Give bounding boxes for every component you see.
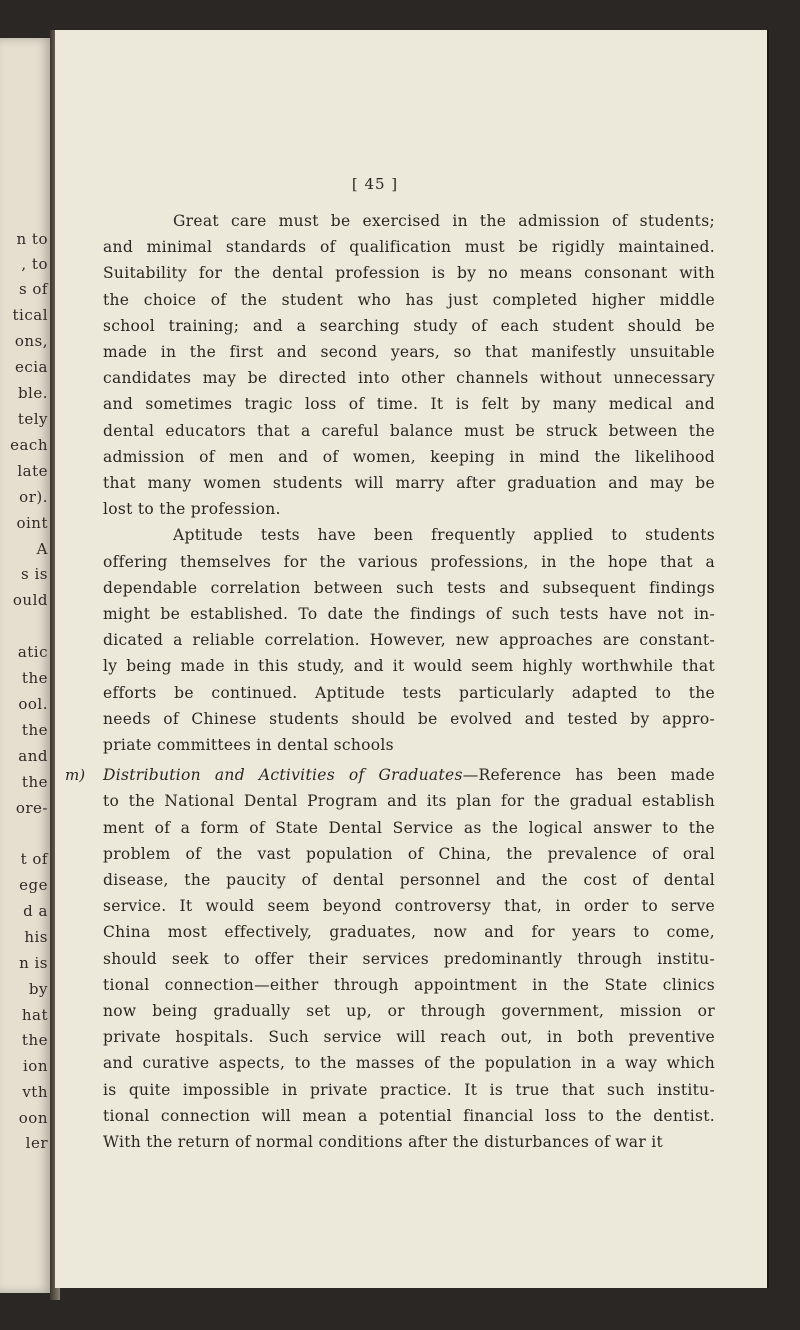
- paragraph-line: dependable correlation between such tests and subsequent findings: [103, 578, 715, 597]
- facing-page-fragment: tely: [17, 410, 48, 428]
- paragraph-line: Great care must be exercised in the admission of students;: [173, 212, 715, 230]
- paragraph-line: admission of men and of women, keeping in mind the likelihood: [103, 447, 715, 466]
- facing-page-fragment: hat: [21, 1006, 48, 1024]
- facing-page-fragment: ble.: [17, 384, 48, 402]
- document-page: [55, 30, 767, 1288]
- facing-page-fragment: and: [18, 747, 48, 765]
- page-number: [ 45 ]: [351, 175, 399, 193]
- facing-page-fragment: ion: [23, 1057, 48, 1075]
- facing-page-fragment: ore-: [15, 799, 48, 817]
- paragraph-line: to the National Dental Program and its plan for the gradual establish: [103, 792, 715, 811]
- paragraph-line: dental educators that a careful balance must be struck between the: [103, 421, 715, 440]
- facing-page-fragment: s is: [21, 565, 48, 583]
- paragraph-line: priate committees in dental schools: [103, 736, 394, 754]
- facing-page-fragment: the: [21, 1031, 48, 1049]
- facing-page-fragment: ould: [12, 591, 48, 609]
- paragraph-line: dicated a reliable correlation. However, new approaches are constant-: [103, 631, 715, 650]
- paragraph-line: and curative aspects, to the masses of the population in a way which: [103, 1054, 715, 1073]
- section-marker: m): [65, 766, 86, 785]
- paragraph-line: service. It would seem beyond controversy that, in order to serve: [103, 897, 715, 916]
- paragraph-line: and sometimes tragic loss of time. It is felt by many medical and: [103, 395, 715, 414]
- facing-page-fragment: ecia: [14, 358, 48, 376]
- paragraph-line: China most effectively, graduates, now and for years to come,: [103, 923, 715, 942]
- section-heading-continuation: —Reference has been made: [462, 766, 715, 785]
- facing-page-fragment: t of: [20, 850, 48, 868]
- paragraph-line: should seek to offer their services predominantly through institu-: [103, 949, 715, 968]
- paragraph-line: ment of a form of State Dental Service as the logical answer to the: [103, 818, 715, 837]
- facing-page-fragment: tical: [12, 306, 48, 324]
- paragraph-line: Suitability for the dental profession is by no means consonant with: [103, 264, 715, 283]
- paragraph-line: and minimal standards of qualification must be rigidly maintained.: [103, 238, 715, 257]
- facing-page-fragment: , to: [21, 255, 48, 273]
- facing-page-fragment: A: [36, 540, 48, 558]
- paragraph-line: ly being made in this study, and it would seem highly worthwhile that: [103, 657, 715, 676]
- facing-page-edge: [0, 38, 52, 1293]
- paragraph-line: lost to the profession.: [103, 500, 281, 519]
- paragraph-line: might be established. To date the findings of such tests have not in-: [103, 605, 715, 623]
- paragraph-line: candidates may be directed into other channels without unnecessary: [103, 369, 715, 388]
- facing-page-fragment: ler: [25, 1134, 48, 1152]
- paragraph-line: school training; and a searching study of each student should be: [103, 316, 715, 335]
- facing-page-fragment: by: [28, 980, 48, 998]
- paragraph-line: efforts be continued. Aptitude tests particularly adapted to the: [103, 683, 715, 702]
- facing-page-fragment: late: [17, 462, 48, 480]
- facing-page-fragment: oint: [16, 514, 48, 532]
- facing-page-fragment: n to: [16, 230, 48, 248]
- facing-page-fragment: the: [21, 773, 48, 791]
- paragraph-line: disease, the paucity of dental personnel and the cost of dental: [103, 871, 715, 889]
- facing-page-fragment: the: [21, 669, 48, 687]
- paragraph-line: that many women students will marry after graduation and may be: [103, 474, 715, 492]
- section-heading: Distribution and Activities of Graduates: [103, 766, 463, 785]
- facing-page-fragment: oon: [18, 1109, 48, 1127]
- paragraph-line: the choice of the student who has just completed higher middle: [103, 290, 715, 309]
- section-heading-line: [103, 766, 715, 784]
- facing-page-fragment: atic: [17, 643, 48, 661]
- facing-page-fragment: ege: [19, 876, 48, 894]
- paragraph-line: problem of the vast population of China, the prevalence of oral: [103, 844, 715, 863]
- facing-page-fragment: vth: [22, 1083, 48, 1101]
- paragraph-line: tional connection—either through appointment in the State clinics: [103, 975, 715, 994]
- paragraph-line: With the return of normal conditions after the disturbances of war it: [103, 1133, 664, 1151]
- facing-page-fragment: ons,: [14, 332, 48, 350]
- facing-page-fragment: ool.: [18, 695, 48, 713]
- paragraph-line: is quite impossible in private practice. It is true that such institu-: [103, 1080, 715, 1099]
- facing-page-fragment: s of: [18, 280, 48, 298]
- facing-page-fragment: each: [10, 436, 48, 454]
- facing-page-fragment: d a: [23, 902, 48, 920]
- paragraph-line: tional connection will mean a potential financial loss to the dentist.: [103, 1106, 715, 1125]
- paragraph-line: private hospitals. Such service will reach out, in both preventive: [103, 1028, 715, 1047]
- paragraph-line: now being gradually set up, or through government, mission or: [103, 1002, 715, 1020]
- paragraph-line: made in the first and second years, so that manifestly unsuitable: [103, 343, 715, 361]
- paragraph-line: Aptitude tests have been frequently applied to students: [173, 526, 715, 545]
- facing-page-fragment: or).: [19, 488, 48, 506]
- paragraph-line: offering themselves for the various professions, in the hope that a: [103, 552, 715, 571]
- facing-page-fragment: his: [24, 928, 48, 946]
- paragraph-line: needs of Chinese students should be evolved and tested by appro-: [103, 709, 715, 728]
- facing-page-fragment: the: [21, 721, 48, 739]
- facing-page-fragment: n is: [19, 954, 48, 972]
